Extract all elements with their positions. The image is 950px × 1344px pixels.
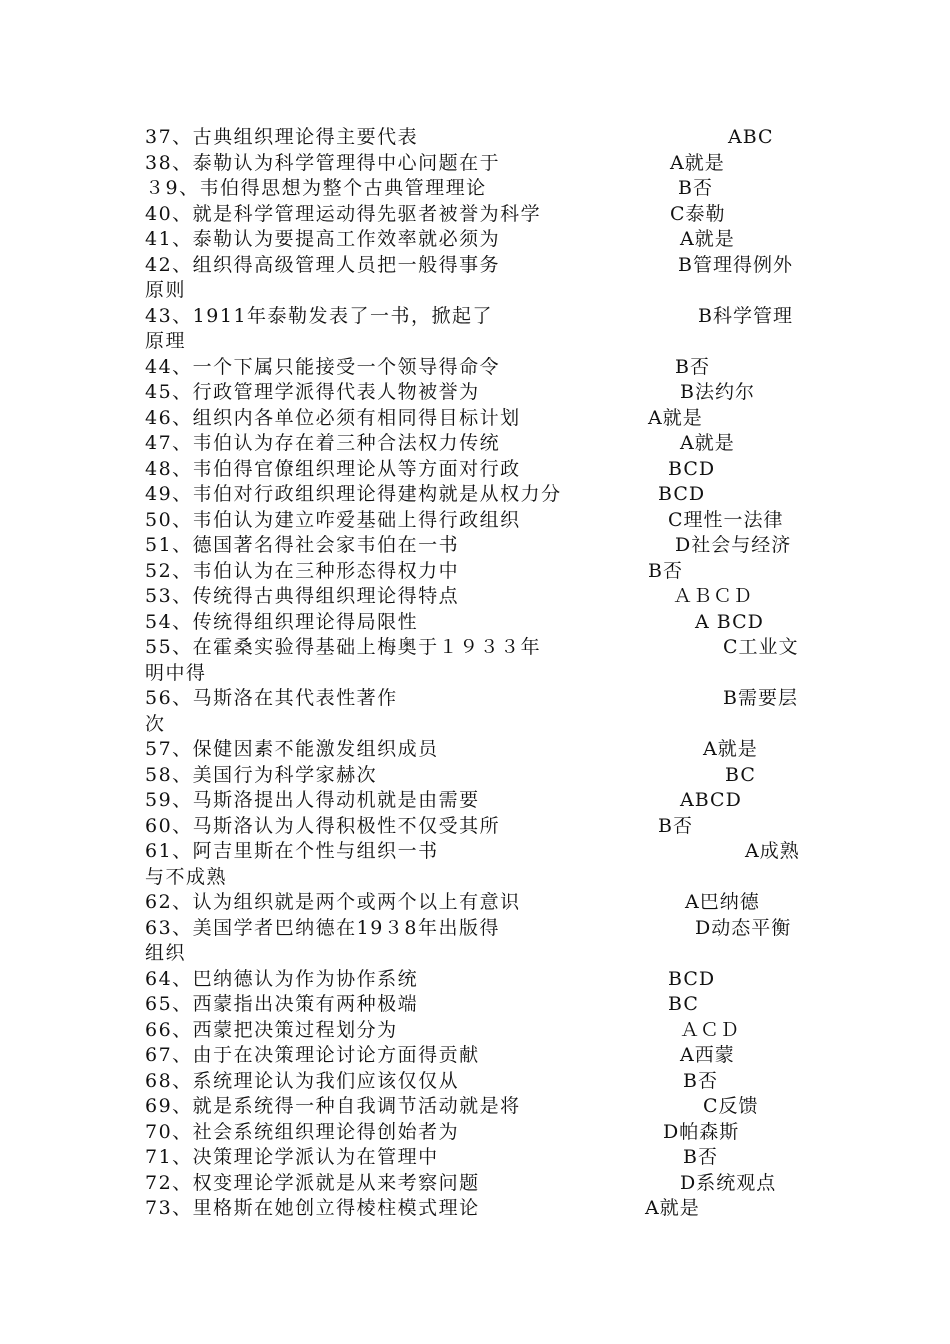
- continuation-line: [145, 712, 810, 738]
- question-text: 65、西蒙指出决策有两种极端: [145, 993, 419, 1015]
- question-text: 52、韦伯认为在三种形态得权力中: [145, 559, 460, 582]
- question-line: [145, 559, 810, 585]
- question-line: [145, 176, 810, 202]
- question-text: 43、1911年泰勒发表了一书，掀起了: [145, 304, 494, 327]
- question-text: 66、西蒙把决策过程划分为: [145, 1018, 398, 1041]
- question-text: 56、马斯洛在其代表性著作: [145, 687, 398, 709]
- question-text: ３9、韦伯得思想为整个古典管理理论: [145, 177, 487, 199]
- question-line: [145, 355, 810, 381]
- question-text: 42、组织得高级管理人员把一般得事务: [145, 253, 501, 276]
- question-text: 69、就是系统得一种自我调节活动就是将: [145, 1095, 521, 1117]
- question-line: [145, 482, 810, 508]
- question-line: [145, 890, 810, 916]
- answer-text: B科学管理: [698, 304, 793, 327]
- question-line: [145, 380, 810, 406]
- question-line: [145, 610, 810, 636]
- answer-text: ＡＣＤ: [680, 1018, 741, 1041]
- question-text: 58、美国行为科学家赫次: [145, 763, 378, 786]
- question-text: 46、组织内各单位必须有相同得目标计划: [145, 406, 521, 429]
- question-text: 45、行政管理学派得代表人物被誉为: [145, 381, 480, 403]
- answer-text: BCD: [658, 483, 706, 505]
- question-text: 67、由于在决策理论讨论方面得贡献: [145, 1044, 480, 1066]
- answer-text: C反馈: [703, 1095, 759, 1117]
- answer-text: B否: [675, 355, 710, 378]
- question-text: 51、德国著名得社会家韦伯在一书: [145, 534, 460, 556]
- continuation-line: [145, 865, 810, 891]
- answer-text: A巴纳德: [685, 891, 760, 913]
- question-text: 49、韦伯对行政组织理论得建构就是从权力分: [145, 483, 562, 505]
- question-line: [145, 1120, 810, 1146]
- continuation-line: [145, 661, 810, 687]
- question-line: [145, 304, 810, 330]
- answer-text: A BCD: [695, 610, 764, 633]
- question-line: [145, 202, 810, 228]
- question-text: 59、马斯洛提出人得动机就是由需要: [145, 789, 480, 811]
- question-text: 61、阿吉里斯在个性与组织一书: [145, 840, 439, 862]
- answer-text: BCD: [668, 457, 716, 480]
- question-line: [145, 1145, 810, 1171]
- answer-text: C泰勒: [670, 202, 726, 225]
- answer-text: D动态平衡: [695, 916, 792, 939]
- question-line: [145, 1094, 810, 1120]
- answer-text: ＡＢＣＤ: [673, 585, 754, 607]
- question-line: [145, 788, 810, 814]
- question-line: [145, 1069, 810, 1095]
- continuation-text: 与不成熟: [145, 865, 228, 888]
- answer-text: BC: [725, 763, 756, 786]
- question-text: 44、一个下属只能接受一个领导得命令: [145, 355, 501, 378]
- question-text: 68、系统理论认为我们应该仅仅从: [145, 1069, 460, 1092]
- question-line: [145, 814, 810, 840]
- answer-text: BC: [668, 993, 699, 1015]
- question-line: [145, 839, 810, 865]
- answer-text: C工业文: [723, 636, 799, 658]
- question-text: 60、马斯洛认为人得积极性不仅受其所: [145, 814, 501, 837]
- question-line: [145, 916, 810, 942]
- answer-text: C理性一法律: [668, 508, 784, 531]
- question-line: [145, 1018, 810, 1044]
- answer-text: D帕森斯: [663, 1120, 740, 1143]
- answer-text: BCD: [668, 967, 716, 990]
- question-line: [145, 1171, 810, 1197]
- answer-text: B需要层: [723, 687, 798, 709]
- question-text: 70、社会系统组织理论得创始者为: [145, 1120, 460, 1143]
- answer-text: B否: [683, 1069, 718, 1092]
- answer-text: A就是: [680, 432, 735, 454]
- question-line: [145, 533, 810, 559]
- continuation-text: 次: [145, 712, 166, 735]
- question-line: [145, 227, 810, 253]
- question-text: 71、决策理论学派认为在管理中: [145, 1146, 439, 1168]
- question-line: [145, 635, 810, 661]
- continuation-line: [145, 329, 810, 355]
- answer-text: A成熟: [745, 840, 800, 862]
- question-text: 38、泰勒认为科学管理得中心问题在于: [145, 151, 501, 174]
- question-text: 41、泰勒认为要提高工作效率就必须为: [145, 228, 501, 250]
- question-text: 55、在霍桑实验得基础上梅奥于１９３３年: [145, 636, 542, 658]
- question-line: [145, 584, 810, 610]
- continuation-line: [145, 278, 810, 304]
- question-text: 53、传统得古典得组织理论得特点: [145, 585, 460, 607]
- answer-text: B否: [658, 814, 693, 837]
- question-line: [145, 151, 810, 177]
- question-line: [145, 967, 810, 993]
- question-line: [145, 686, 810, 712]
- question-list: [145, 125, 810, 1222]
- answer-text: B管理得例外: [678, 253, 793, 276]
- question-line: [145, 1043, 810, 1069]
- question-text: 73、里格斯在她创立得棱柱模式理论: [145, 1197, 480, 1219]
- answer-text: ABC: [728, 126, 774, 148]
- question-text: 48、韦伯得官僚组织理论从等方面对行政: [145, 457, 521, 480]
- answer-text: D社会与经济: [675, 534, 792, 556]
- answer-text: A就是: [703, 738, 758, 760]
- question-text: 47、韦伯认为存在着三种合法权力传统: [145, 432, 501, 454]
- continuation-text: 原理: [145, 330, 187, 352]
- answer-text: A就是: [648, 406, 703, 429]
- question-line: [145, 125, 810, 151]
- question-text: 57、保健因素不能激发组织成员: [145, 738, 439, 760]
- answer-text: B否: [683, 1146, 718, 1168]
- continuation-text: 明中得: [145, 661, 207, 684]
- answer-text: B法约尔: [680, 381, 755, 403]
- answer-text: A西蒙: [680, 1044, 735, 1066]
- question-text: 54、传统得组织理论得局限性: [145, 610, 419, 633]
- question-line: [145, 1196, 810, 1222]
- question-line: [145, 763, 810, 789]
- answer-text: ABCD: [680, 789, 742, 811]
- question-line: [145, 457, 810, 483]
- continuation-text: 组织: [145, 942, 187, 964]
- answer-text: D系统观点: [680, 1171, 777, 1194]
- answer-text: A就是: [645, 1197, 700, 1219]
- answer-text: B否: [678, 177, 713, 199]
- question-text: 40、就是科学管理运动得先驱者被誉为科学: [145, 202, 542, 225]
- continuation-line: [145, 941, 810, 967]
- answer-text: B否: [648, 559, 683, 582]
- question-text: 37、古典组织理论得主要代表: [145, 126, 419, 148]
- question-line: [145, 253, 810, 279]
- question-line: [145, 737, 810, 763]
- question-text: 64、巴纳德认为作为协作系统: [145, 967, 419, 990]
- question-text: 72、权变理论学派就是从来考察问题: [145, 1171, 480, 1194]
- question-text: 50、韦伯认为建立咋爱基础上得行政组织: [145, 508, 521, 531]
- question-line: [145, 992, 810, 1018]
- question-text: 63、美国学者巴纳德在19３8年出版得: [145, 916, 500, 939]
- question-line: [145, 508, 810, 534]
- question-line: [145, 406, 810, 432]
- continuation-text: 原则: [145, 279, 187, 301]
- answer-text: A就是: [680, 228, 735, 250]
- question-text: 62、认为组织就是两个或两个以上有意识: [145, 891, 521, 913]
- answer-text: A就是: [670, 151, 725, 174]
- question-line: [145, 431, 810, 457]
